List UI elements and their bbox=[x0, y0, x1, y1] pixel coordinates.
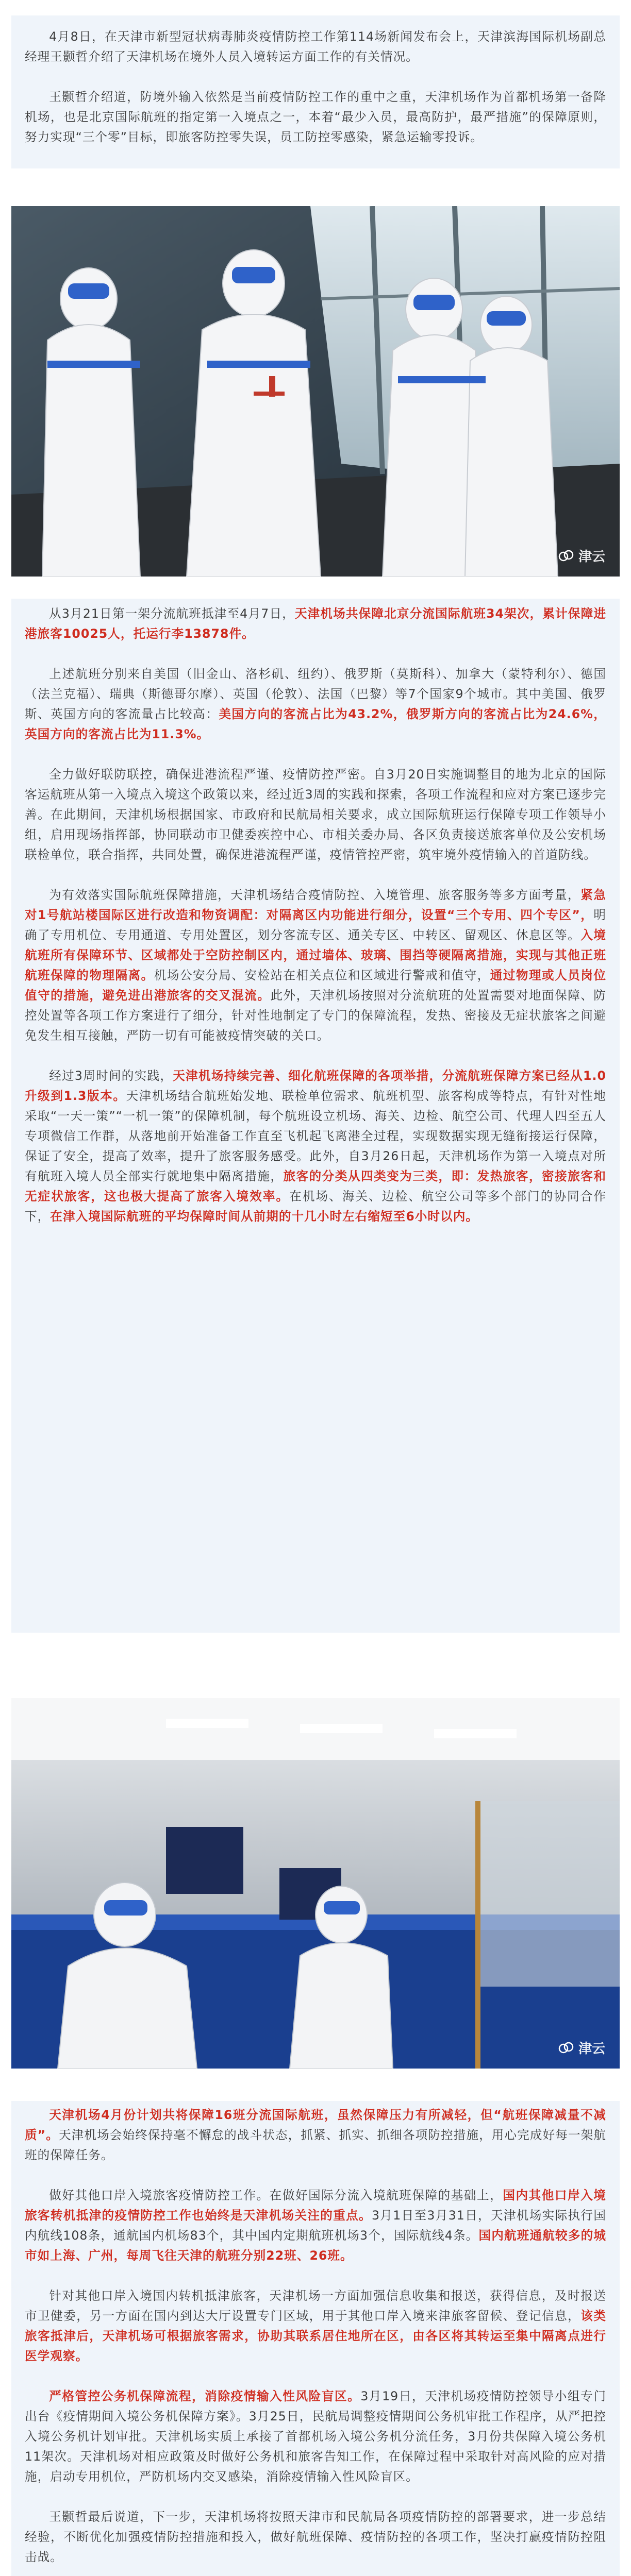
watermark-text: 津云 bbox=[578, 2041, 605, 2057]
photo-protective-suits bbox=[11, 206, 620, 577]
intro-paragraph: 4月8日，在天津市新型冠状病毒肺炎疫情防控工作第114场新闻发布会上，天津滨海国际机场副总经理王颢哲介绍了天津机场在境外人员入境转运方面工作的有关情况。 bbox=[25, 29, 606, 64]
paragraph: 王颢哲最后说道，下一步，天津机场将按照天津市和民航局各项疫情防控的部署要求，进一步总结经验，不断优化加强疫情防控措施和投入，做好航班保障、疫情防控的各项工作，坚决打赢疫情防控阻击战。 bbox=[25, 2510, 606, 2564]
watermark-text: 津云 bbox=[578, 549, 605, 565]
photo-illustration bbox=[11, 1698, 620, 2069]
intro-block bbox=[11, 15, 620, 168]
intro-paragraph: 王颢哲介绍道，防境外输入依然是当前疫情防控工作的重中之重，天津机场作为首都机场第一备降机场，也是北京国际航班的指定第一入境点之一，本着“最少入员，最高防护，最严措施”的保障原则，努力实现“三个零”目标，即旅客防控零失误，员工防控零感染，紧急运输零投诉。 bbox=[25, 90, 606, 144]
paragraph: 做好其他口岸入境旅客疫情防控工作。在做好国际分流入境航班保障的基础上，国内其他口岸入境旅客转机抵津的疫情防控工作也始终是天津机场关注的重点。3月1日至3月31日，天津机场实际执行国内航线108条，通航国内机场83个，其中国内定期航班机场3个，国际航线4条。国内航班通航较多的城市如上海、广州，每周飞往天津的航班分别22班、26班。 bbox=[25, 2188, 606, 2263]
photo-illustration bbox=[11, 206, 620, 577]
paragraph: 上述航班分别来自美国（旧金山、洛杉矶、纽约）、俄罗斯（莫斯科）、加拿大（蒙特利尔）、德国（法兰克福）、瑞典（斯德哥尔摩）、英国（伦敦）、法国（巴黎）等7个国家9个城市。其中美国、俄罗斯、英国方向的客流量占比较高：美国方向的客流占比为43.2%，俄罗斯方向的客流占比为24.6%，英国方向的客流占比为11.3%。 bbox=[25, 667, 607, 741]
watermark bbox=[558, 2038, 605, 2057]
paragraph: 经过3周时间的实践，天津机场持续完善、细化航班保障的各项举措，分流航班保障方案已经从1.0升级到1.3版本。天津机场结合航班始发地、联检单位需求、航班机型、旅客构成等特点，有针对性地采取“一天一策”“一机一策”的保障机制，每个航班设立机场、海关、边检、航空公司、代理人四至五人专项微信工作群，从落地前开始准备工作直至飞机起飞离港全过程，实现数据实现无缝衔接运行保障，保证了安全，提高了效率，提升了旅客服务感受。此外，自3月26日起，天津机场作为第一入境点对所有航班入境人员全部实行就地集中隔离措施，旅客的分类从四类变为三类，即：发热旅客，密接旅客和无症状旅客，这也极大提高了旅客入境效率。在机场、海关、边检、航空公司等多个部门的协同合作下，在津入境国际航班的平均保障时间从前期的十几小时左右缩短至6小时以内。 bbox=[25, 1069, 607, 1224]
paragraph: 针对其他口岸入境国内转机抵津旅客，天津机场一方面加强信息收集和报送，获得信息，及时报送市卫健委，另一方面在国内到达大厅设置专门区域，用于其他口岸入境来津旅客留候、登记信息，该类旅客抵津后，天津机场可根据旅客需求，协助其联系居住地所在区，由各区将其转运至集中隔离点进行医学观察。 bbox=[25, 2289, 606, 2363]
paragraph: 天津机场4月份计划共将保障16班分流国际航班，虽然保障压力有所减轻，但“航班保障减量不减质”。天津机场会始终保持毫不懈怠的战斗状态，抓紧、抓实、抓细各项防控措施，用心完成好每一架航班的保障任务。 bbox=[25, 2108, 606, 2162]
closing-block bbox=[11, 2101, 620, 2576]
cloud-logo-icon bbox=[558, 548, 574, 564]
paragraph: 为有效落实国际航班保障措施，天津机场结合疫情防控、入境管理、旅客服务等多方面考量，紧急对1号航站楼国际区进行改造和物资调配：对隔离区内功能进行细分，设置“三个专用、四个专区”，明确了专用机位、专用通道、专用处置区，划分客流专区、通关专区、中转区、留观区、休息区等。入境航班所有保障环节、区域都处于空防控制区内，通过墙体、玻璃、围挡等硬隔离措施，实现与其他正班航班保障的物理隔离。机场公安分局、安检站在相关点位和区域进行警戒和值守，通过物理或人员岗位值守的措施，避免进出港旅客的交叉混流。此外，天津机场按照对分流航班的处置需要对地面保障、防控处置等各项工作方案进行了细分，针对性地制定了专门的保障流程，发热、密接及无症状旅客之间避免发生相互接触，严防一切有可能被疫情突破的关口。 bbox=[25, 888, 607, 1043]
stats-block bbox=[11, 599, 620, 1633]
paragraph: 全力做好联防联控，确保进港流程严谨、疫情防控严密。自3月20日实施调整目的地为北京的国际客运航班从第一入境点入境这个政策以来，经过近3周的实践和探索，各项工作流程和应对方案已逐步完善。在此期间，天津机场根据国家、市政府和民航局相关要求，成立国际航班运行保障专项工作领导小组，启用现场指挥部，协同联动市卫健委疾控中心、市相关委办局、各区负责接送旅客单位及公安机场联检单位，联合指挥，共同处置，确保进港流程严谨，疫情管控严密，筑牢境外疫情输入的首道防线。 bbox=[25, 767, 606, 862]
paragraph: 严格管控公务机保障流程，消除疫情输入性风险盲区。3月19日，天津机场疫情防控领导小组专门出台《疫情期间入境公务机保障方案》。3月25日，民航局调整疫情期间公务机审批工作程序，从严把控入境公务机计划审批。天津机场实质上承接了首都机场入境公务机分流任务，3月份共保障入境公务机11架次。天津机场对相应政策及时做好公务机和旅客告知工作，在保障过程中采取针对高风险的应对措施，启动专用机位，严防机场内交叉感染，消除疫情输入性风险盲区。 bbox=[25, 2389, 606, 2484]
cloud-logo-icon bbox=[558, 2040, 574, 2056]
photo-inspection-counters bbox=[11, 1698, 620, 2069]
paragraph: 从3月21日第一架分流航班抵津至4月7日，天津机场共保障北京分流国际航班34架次，累计保障进港旅客10025人，托运行李13878件。 bbox=[25, 606, 606, 641]
watermark bbox=[558, 546, 605, 565]
